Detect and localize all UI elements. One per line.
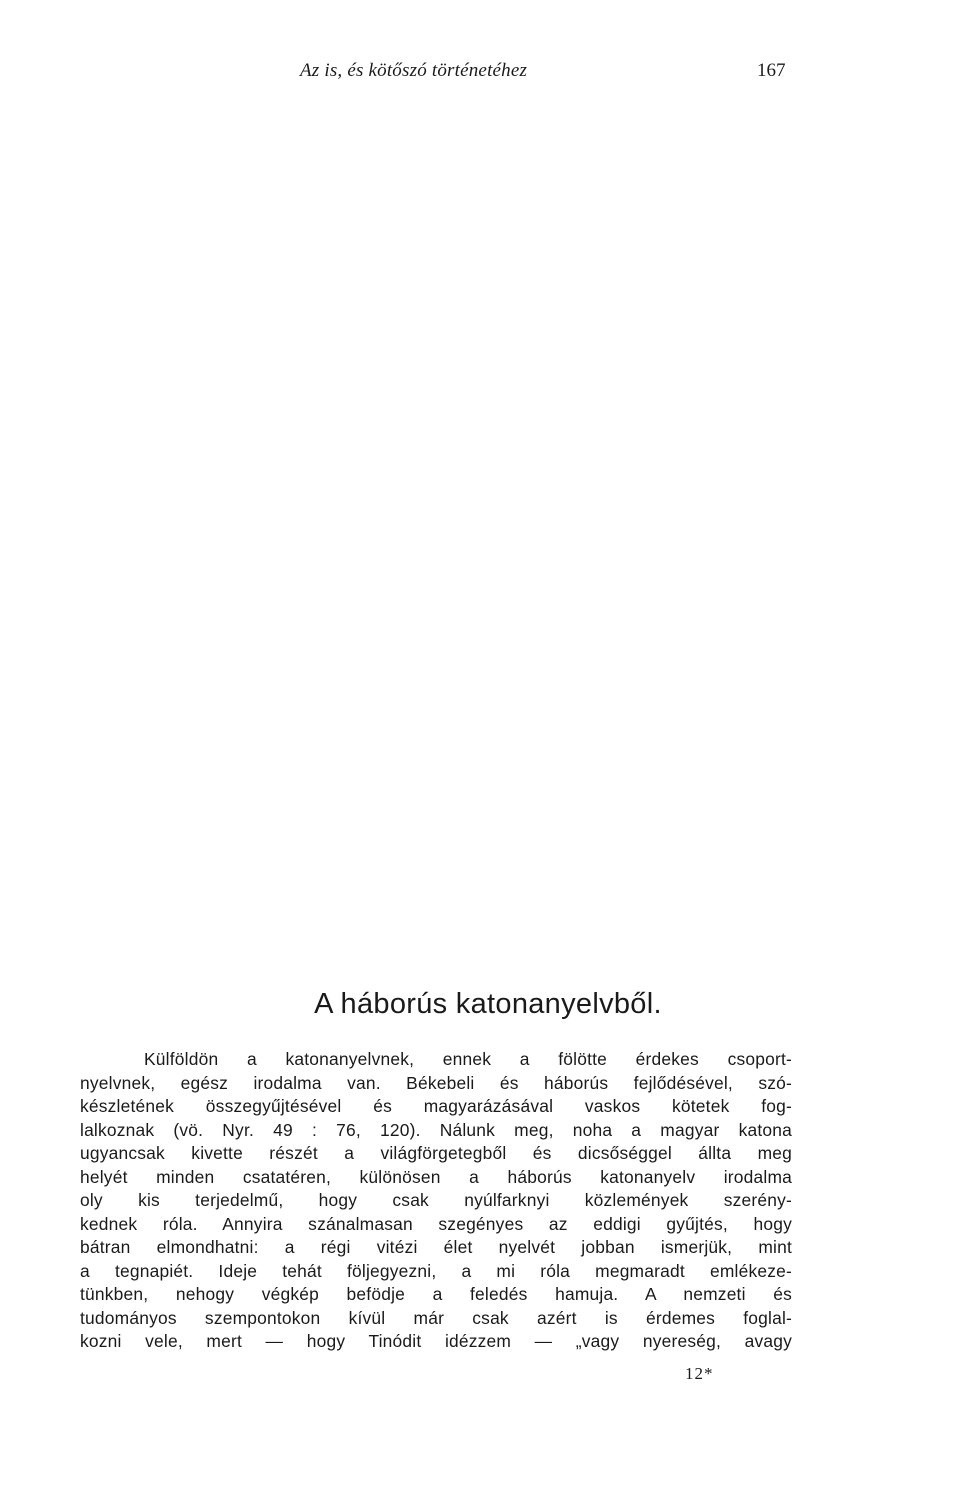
body-line: helyét minden csatatéren, különösen a háborús katonanyelv irodalma — [80, 1166, 792, 1187]
body-line: Külföldön a katonanyelvnek, ennek a fölötte érdekes csoport- — [144, 1049, 792, 1069]
running-head — [0, 60, 960, 90]
body-line: tünkben, nehogy végkép befödje a feledés hamuja. A nemzeti és — [80, 1284, 792, 1304]
body-line: bátran elmondhatni: a régi vitézi élet nyelvét jobban ismerjük, mint — [80, 1237, 792, 1257]
body-line: kednek róla. Annyira szánalmasan szegényes az eddigi gyűjtés, hogy — [80, 1213, 792, 1234]
body-line: lalkoznak (vö. Nyr. 49 : 76, 120). Nálunk meg, noha a magyar katona — [80, 1119, 792, 1140]
body-line: kozni vele, mert — hogy Tinódit idézzem — „vagy nyereség, avagy — [80, 1331, 792, 1351]
article-body — [80, 1048, 792, 1354]
running-title: Az is, és kötőszó történetéhez — [300, 60, 528, 81]
body-line: nyelvnek, egész irodalma van. Békebeli és háborús fejlődésével, szó- — [80, 1072, 792, 1093]
signature-mark: 12* — [685, 1364, 714, 1383]
article-title: A háborús katonanyelvből. — [314, 988, 662, 1020]
page-number: 167 — [757, 60, 786, 81]
body-line: tudományos szempontokon kívül már csak azért is érdemes foglal- — [80, 1307, 792, 1328]
body-line: oly kis terjedelmű, hogy csak nyúlfarknyi közlemények szerény- — [80, 1190, 792, 1210]
body-line: a tegnapiét. Ideje tehát följegyezni, a mi róla megmaradt emlékeze- — [80, 1260, 792, 1281]
body-line: ugyancsak kivette részét a világförgetegből és dicsőséggel állta meg — [80, 1143, 792, 1163]
body-line: készletének összegyűjtésével és magyarázásával vaskos kötetek fog- — [80, 1096, 792, 1116]
